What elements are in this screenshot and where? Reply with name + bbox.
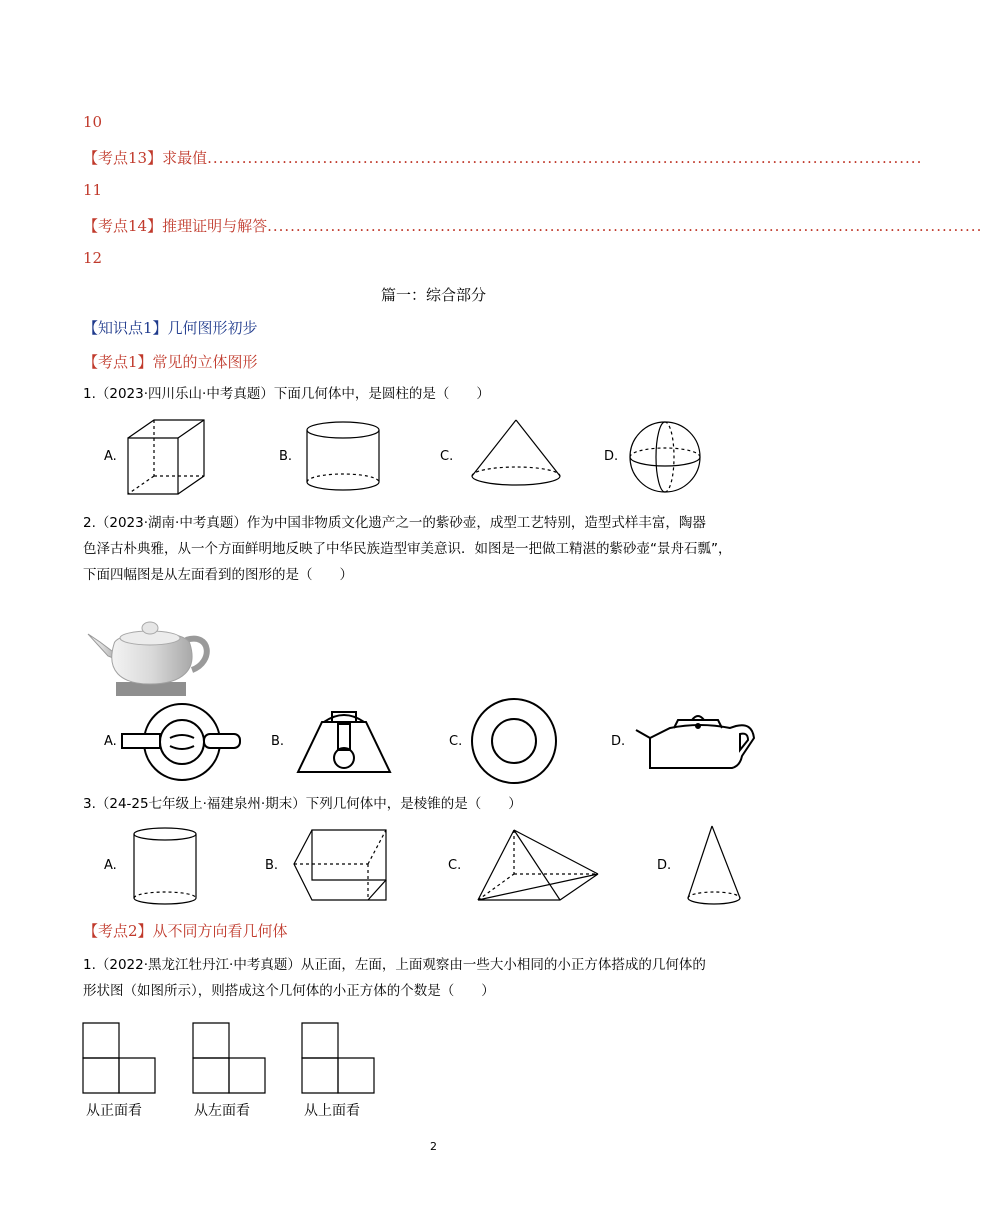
left-view-caption: 从左面看 [194,1103,250,1119]
option-b-label: B. [271,734,285,749]
question-2-line: 2.（2023·湖南·中考真题）作为中国非物质文化遗产之一的紫砂壶，成型工艺特别，造型式样丰富，陶器 [83,515,706,531]
pyramid-figure [476,828,600,902]
exam-point-heading: 【考点2】从不同方向看几何体 [83,922,288,940]
toc-page-number: 10 [83,113,103,131]
toc-leader-dots: ............................................................................................................................ [207,149,923,167]
option-c-label: C. [449,734,463,749]
knowledge-point-heading: 【知识点1】几何图形初步 [83,319,258,337]
option-c-label: C. [448,858,462,873]
section-title: 篇一：综合部分 [380,286,486,304]
teapot-view-d [634,708,756,772]
question-4-text [83,952,793,1004]
toc-item-13[interactable] [83,147,923,168]
cylinder-figure [305,420,381,492]
option-a-label: A. [104,449,117,464]
toc-page-number: 12 [83,249,103,267]
option-b-label: B. [265,858,279,873]
front-view-caption: 从正面看 [86,1103,142,1119]
cube-figure [126,418,206,496]
toc-page-number: 11 [83,181,103,199]
prism-figure [292,828,388,902]
exam-point-heading: 【考点1】常见的立体图形 [83,353,258,371]
sphere-figure [628,420,702,494]
question-4-line: 1.（2022·黑龙江牡丹江·中考真题）从正面，左面，上面观察由一些大小相同的小正方体搭成的几何体的 [83,957,706,973]
question-2-line: 色泽古朴典雅，从一个方面鲜明地反映了中华民族造型审美意识．如图是一把做工精湛的紫砂壶“景舟石瓢”， [83,541,732,557]
option-d-label: D. [611,734,626,749]
front-view-grid [82,1022,156,1094]
option-d-label: D. [604,449,619,464]
teapot-view-b [296,706,392,778]
top-view-caption: 从上面看 [304,1103,360,1119]
question-2-line: 下面四幅图是从左面看到的图形的是（ ） [83,567,353,583]
question-3-text: 3.（24-25七年级上·福建泉州·期末）下列几何体中，是棱锥的是（ ） [83,796,522,812]
page-number: 2 [430,1140,437,1153]
toc-item-13-label: 【考点13】求最值 [83,149,208,167]
teapot-photo [86,610,214,696]
top-view-grid [301,1022,375,1094]
toc-item-14-label: 【考点14】推理证明与解答 [83,217,268,235]
toc-leader-dots: ............................................................................................................................ [267,217,982,235]
option-a-label: A. [104,858,117,873]
option-c-label: C. [440,449,454,464]
option-b-label: B. [279,449,293,464]
teapot-view-a [120,702,242,782]
cone-figure [470,418,562,488]
question-2-text [83,510,793,588]
cone-figure [686,824,742,910]
option-d-label: D. [657,858,672,873]
question-4-line: 形状图（如图所示），则搭成这个几何体的小正方体的个数是（ ） [83,983,495,999]
left-view-grid [192,1022,266,1094]
cylinder-figure [132,826,198,908]
option-a-label: A. [104,734,117,749]
toc-item-14[interactable] [83,215,982,236]
teapot-view-c [470,697,558,785]
question-1-text: 1.（2023·四川乐山·中考真题）下面几何体中，是圆柱的是（ ） [83,386,490,402]
